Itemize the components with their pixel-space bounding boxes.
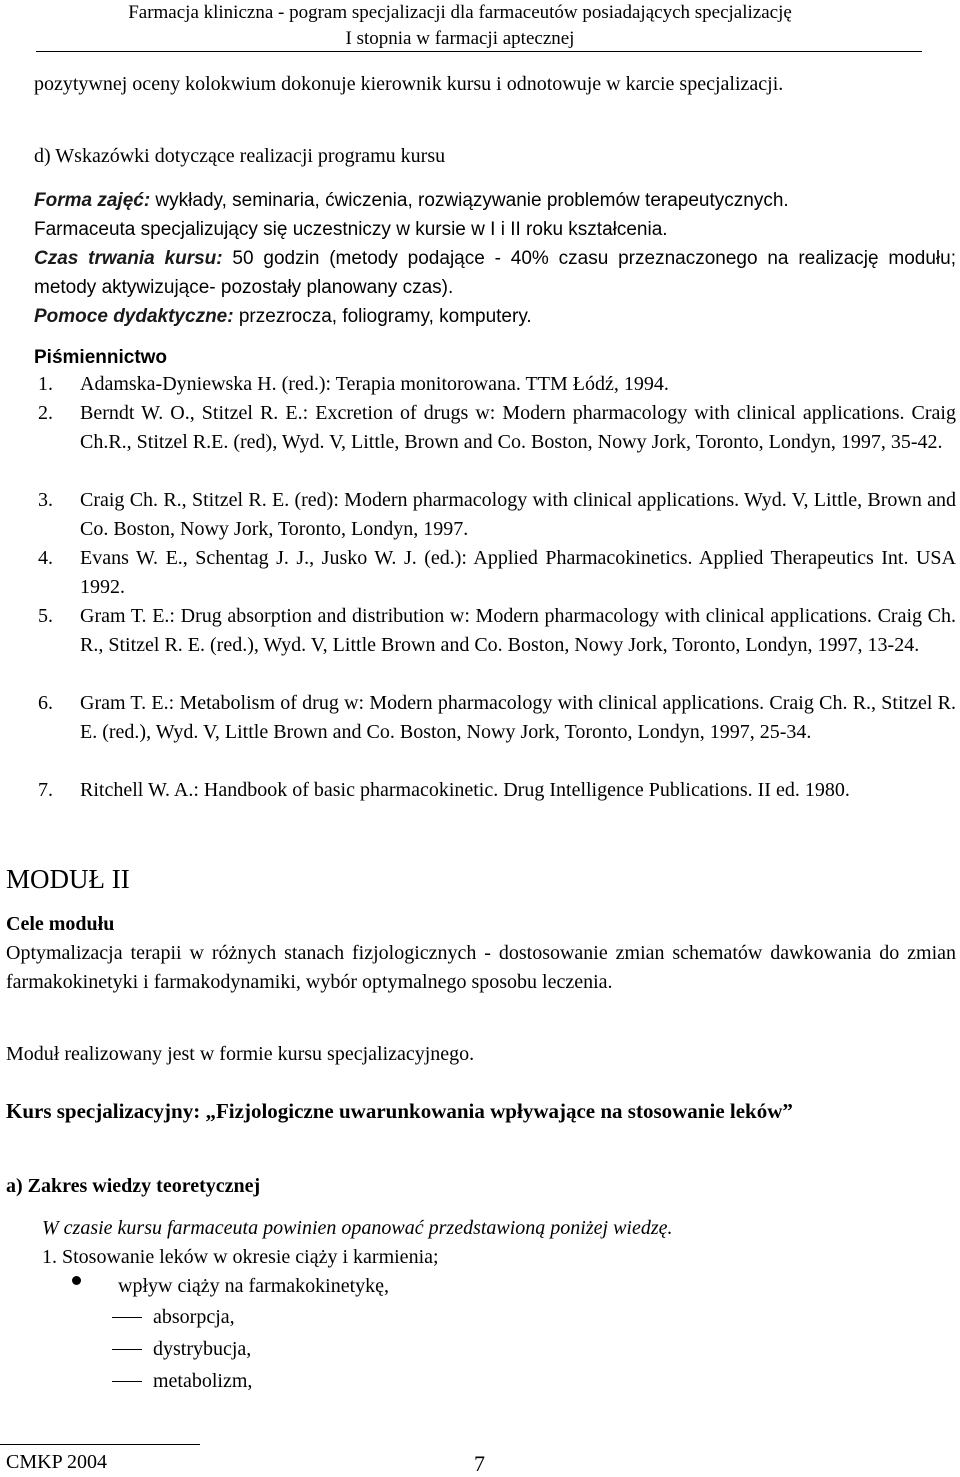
bib-item-7: Ritchell W. A.: Handbook of basic pharmacokinetic. Drug Intelligence Publications. II ed. 1980. (80, 779, 850, 801)
goals-heading: Cele modułu (6, 913, 115, 935)
pomoce-text: przezrocza, foliogramy, komputery. (233, 306, 532, 327)
bib-num-5: 5. (38, 605, 53, 627)
course-heading: Kurs specjalizacyjny: „Fizjologiczne uwarunkowania wpływające na stosowanie leków” (6, 1099, 793, 1123)
module-form-text: Moduł realizowany jest w formie kursu specjalizacyjnego. (6, 1043, 475, 1065)
dash-icon (112, 1349, 142, 1350)
bib-item-2: Berndt W. O., Stitzel R. E.: Excretion of drugs w: Modern pharmacology with clinical applications. Craig Ch.R., Stitzel R.E. (red), Wyd. V, Little, Brown and Co. Boston, Nowy Jork, Toronto, Londyn, 1997, 35-42. (80, 402, 956, 453)
forma-text: wykłady, seminaria, ćwiczenia, rozwiązywanie problemów terapeutycznych. (150, 190, 789, 211)
section-d-heading: d) Wskazówki dotyczące realizacji programu kursu (34, 145, 446, 167)
forma-paragraph (34, 186, 956, 215)
scope-heading: a) Zakres wiedzy teoretycznej (6, 1175, 261, 1197)
intro-paragraph: pozytywnej oceny kolokwium dokonuje kierownik kursu i odnotowuje w karcie specjalizacji. (34, 73, 784, 95)
bib-num-3: 3. (38, 489, 53, 511)
scope-intro: W czasie kursu farmaceuta powinien opanować przedstawioną poniżej wiedzę. (42, 1217, 673, 1239)
czas-text: 50 godzin (metody podające - 40% czasu przeznaczonego na realizację modułu; metody aktywizujące- pozostały planowany czas). (34, 248, 957, 298)
bullet-item-1: wpływ ciąży na farmakokinetykę, (118, 1275, 390, 1297)
bib-item-3: Craig Ch. R., Stitzel R. E. (red): Modern pharmacology with clinical applications. Wyd. V, Little, Brown and Co. Boston, Nowy Jork, Toronto, Londyn, 1997. (80, 489, 956, 540)
footer-label: CMKP 2004 (6, 1451, 107, 1473)
subitem-1: absorpcja, (153, 1306, 235, 1328)
subitem-2: dystrybucja, (153, 1338, 252, 1360)
page-header (0, 0, 920, 52)
czas-paragraph (34, 244, 956, 302)
dash-icon (112, 1381, 142, 1382)
dash-icon (112, 1317, 142, 1318)
pomoce-label: Pomoce dydaktyczne: (34, 306, 234, 327)
bib-num-6: 6. (38, 692, 53, 714)
bib-item-4: Evans W. E., Schentag J. J., Jusko W. J. (ed.): Applied Pharmacokinetics. Applied Therapeutics Int. USA 1992. (80, 547, 956, 598)
header-line-2: I stopnia w farmacji aptecznej (345, 28, 575, 49)
bib-num-7: 7. (38, 779, 53, 801)
bullet-icon (72, 1276, 81, 1285)
bibliography-heading: Piśmiennictwo (34, 347, 168, 368)
header-line-1: Farmacja kliniczna - pogram specjalizacji dla farmaceutów posiadających specjalizację (128, 2, 792, 23)
footer-rule (0, 1444, 200, 1445)
bib-item-1: Adamska-Dyniewska H. (red.): Terapia monitorowana. TTM Łódź, 1994. (80, 373, 669, 395)
subitem-3: metabolizm, (153, 1370, 253, 1392)
header-rule (36, 51, 922, 52)
pomoce-paragraph (34, 302, 956, 331)
module-title: MODUŁ II (6, 864, 130, 894)
participation-text: Farmaceuta specjalizujący się uczestniczy w kursie w I i II roku kształcenia. (34, 219, 668, 240)
scope-item-1: 1. Stosowanie leków w okresie ciąży i karmienia; (42, 1246, 439, 1268)
czas-label: Czas trwania kursu: (34, 248, 223, 269)
bib-num-1: 1. (38, 373, 53, 395)
bib-item-6: Gram T. E.: Metabolism of drug w: Modern pharmacology with clinical applications. Craig Ch. R., Stitzel R. E. (red.), Wyd. V, Little Brown and Co. Boston, Nowy Jork, Toronto, Londyn, 1997, 25-34. (80, 692, 956, 743)
page-number: 7 (474, 1451, 485, 1476)
bib-num-2: 2. (38, 402, 53, 424)
goals-text: Optymalizacja terapii w różnych stanach fizjologicznych - dostosowanie zmian schematów dawkowania do zmian farmakokinetyki i farmakodynamiki, wybór optymalnego sposobu leczenia. (6, 942, 956, 993)
bib-num-4: 4. (38, 547, 53, 569)
forma-label: Forma zajęć: (34, 190, 151, 211)
bib-item-5: Gram T. E.: Drug absorption and distribution w: Modern pharmacology with clinical applications. Craig Ch. R., Stitzel R. E. (red.), Wyd. V, Little Brown and Co. Boston, Nowy Jork, Toronto, Londyn, 1997, 13-24. (80, 605, 956, 656)
